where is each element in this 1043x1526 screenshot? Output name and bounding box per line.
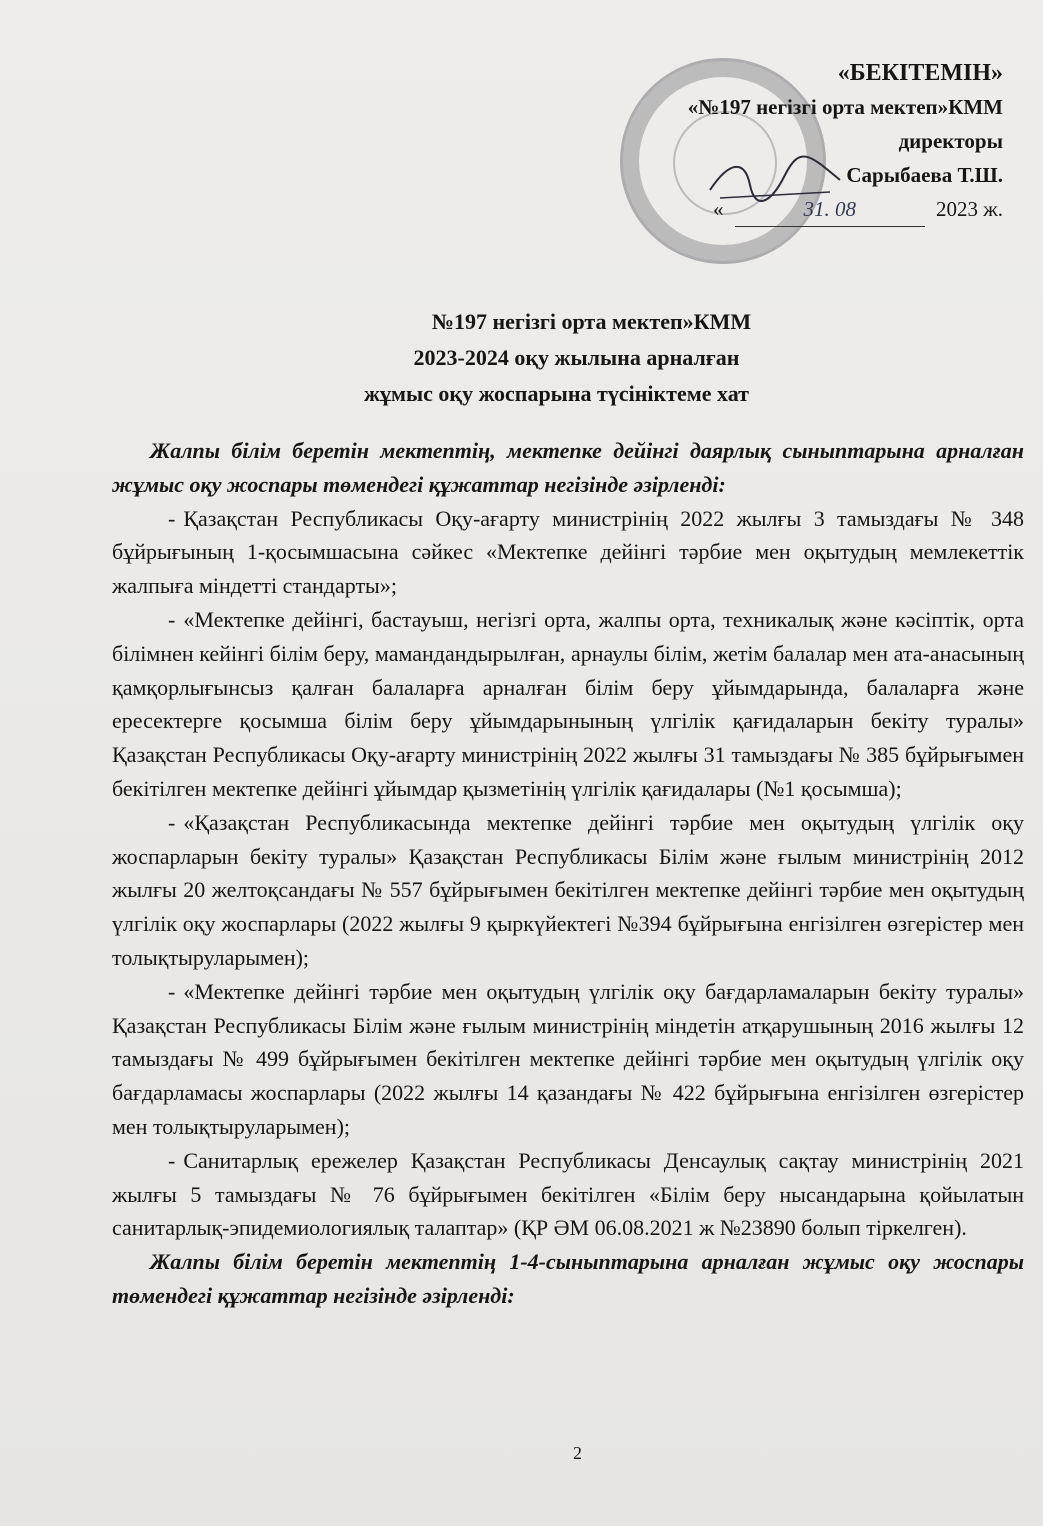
- approval-heading: «БЕКІТЕМІН»: [837, 60, 1003, 86]
- list-item: [112, 806, 1024, 975]
- document-body: [112, 434, 1024, 1313]
- list-dash: -: [168, 809, 176, 835]
- list-item: [112, 603, 1024, 806]
- list-item-text: «Мектепке дейінгі тәрбие мен оқытудың үлгілік оқу бағдарламаларын бекіту туралы» Қазақстан Республикасы Білім және ғылым министрінің міндетін атқарушының 2016 жылғы 12 тамыздағы № 499 бұйрығымен бекітілген мектепке дейінгі тәрбие мен оқытудың үлгілік оқу бағдарламасы жоспарлары (2022 жылғы 14 қазандағы № 422 бұйрығына енгізілген өзгерістер мен толықтыруларымен);: [112, 978, 1024, 1139]
- title-line-3: жұмыс оқу жоспарына түсініктеме хат: [364, 381, 749, 406]
- approval-organization: «№197 негізгі орта мектеп»КММ: [687, 95, 1003, 119]
- list-item: [112, 975, 1024, 1144]
- list-dash: -: [168, 505, 176, 531]
- page-number: 2: [573, 1443, 582, 1463]
- list-item: [112, 502, 1024, 603]
- list-dash: -: [168, 606, 176, 632]
- list-dash: -: [168, 1147, 176, 1173]
- list-item-text: «Қазақстан Республикасында мектепке дейінгі тәрбие мен оқытудың үлгілік оқу жоспарларын бекіту туралы» Қазақстан Республикасы Білім және ғылым министрінің 2012 жылғы 20 желтоқсандағы № 557 бұйрығымен бекітілген мектепке дейінгі тәрбие мен оқытудың үлгілік оқу жоспарлары (2022 жылғы 9 қыркүйектегі №394 бұйрығына енгізілген өзгерістер мен толықтыруларымен);: [112, 809, 1024, 970]
- date-open-quote: «: [712, 197, 724, 221]
- list-item-text: Қазақстан Республикасы Оқу-ағарту министрінің 2022 жылғы 3 тамыздағы № 348 бұйрығының 1-қосымшасына сәйкес «Мектепке дейінгі тәрбие мен оқытудың мемлекеттік жалпыға міндетті стандарты»;: [112, 505, 1024, 599]
- approval-signatory: Сарыбаева Т.Ш.: [846, 163, 1003, 187]
- intro-preschool-paragraph: Жалпы білім беретін мектептің, мектепке дейінгі даярлық сыныптарына арналған жұмыс оқу жоспары төмендегі құжаттар негізінде әзірленді:: [112, 438, 1024, 497]
- list-item-text: «Мектепке дейінгі, бастауыш, негізгі орта, жалпы орта, техникалық және кәсіптік, орта білімнен кейінгі білім беру, мамандандырылған, арнаулы білім, жетім балалар мен ата-анасының қамқорлығынсыз қалған балаларға арналған білім беру ұйымдарында, балаларға және ересектерге қосымша білім беру ұйымдарынының үлгілік қағидаларын бекіту туралы» Қазақстан Республикасы Оқу-ағарту министрінің 2022 жылғы 31 тамыздағы № 385 бұйрығымен бекітілген мектепке дейінгі ұйымдар қызметінің үлгілік қағидалары (№1 қосымша);: [112, 606, 1024, 801]
- list-item: [112, 1144, 1024, 1245]
- intro-primary-paragraph: Жалпы білім беретін мектептің 1-4-сыныптарына арналған жұмыс оқу жоспары төмендегі құжаттар негізінде әзірленді:: [112, 1249, 1024, 1308]
- document-title: [0, 304, 1043, 412]
- list-dash: -: [168, 978, 176, 1004]
- title-line-2: 2023-2024 оқу жылына арналған: [413, 345, 740, 370]
- approval-date: [523, 192, 1003, 227]
- date-year: 2023 ж.: [935, 197, 1003, 221]
- approval-block: [523, 56, 1003, 227]
- date-handwritten: 31. 08: [735, 192, 925, 227]
- approval-position: директоры: [898, 129, 1003, 153]
- list-item-text: Санитарлық ережелер Қазақстан Республикасы Денсаулық сақтау министрінің 2021 жылғы 5 тамыздағы № 76 бұйрығымен бекітілген «Білім беру нысандарына қойылатын санитарлық-эпидемиологиялық талаптар» (ҚР ӘМ 06.08.2021 ж №23890 болып тіркелген).: [112, 1147, 1024, 1241]
- title-line-1: №197 негізгі орта мектеп»КММ: [431, 309, 752, 334]
